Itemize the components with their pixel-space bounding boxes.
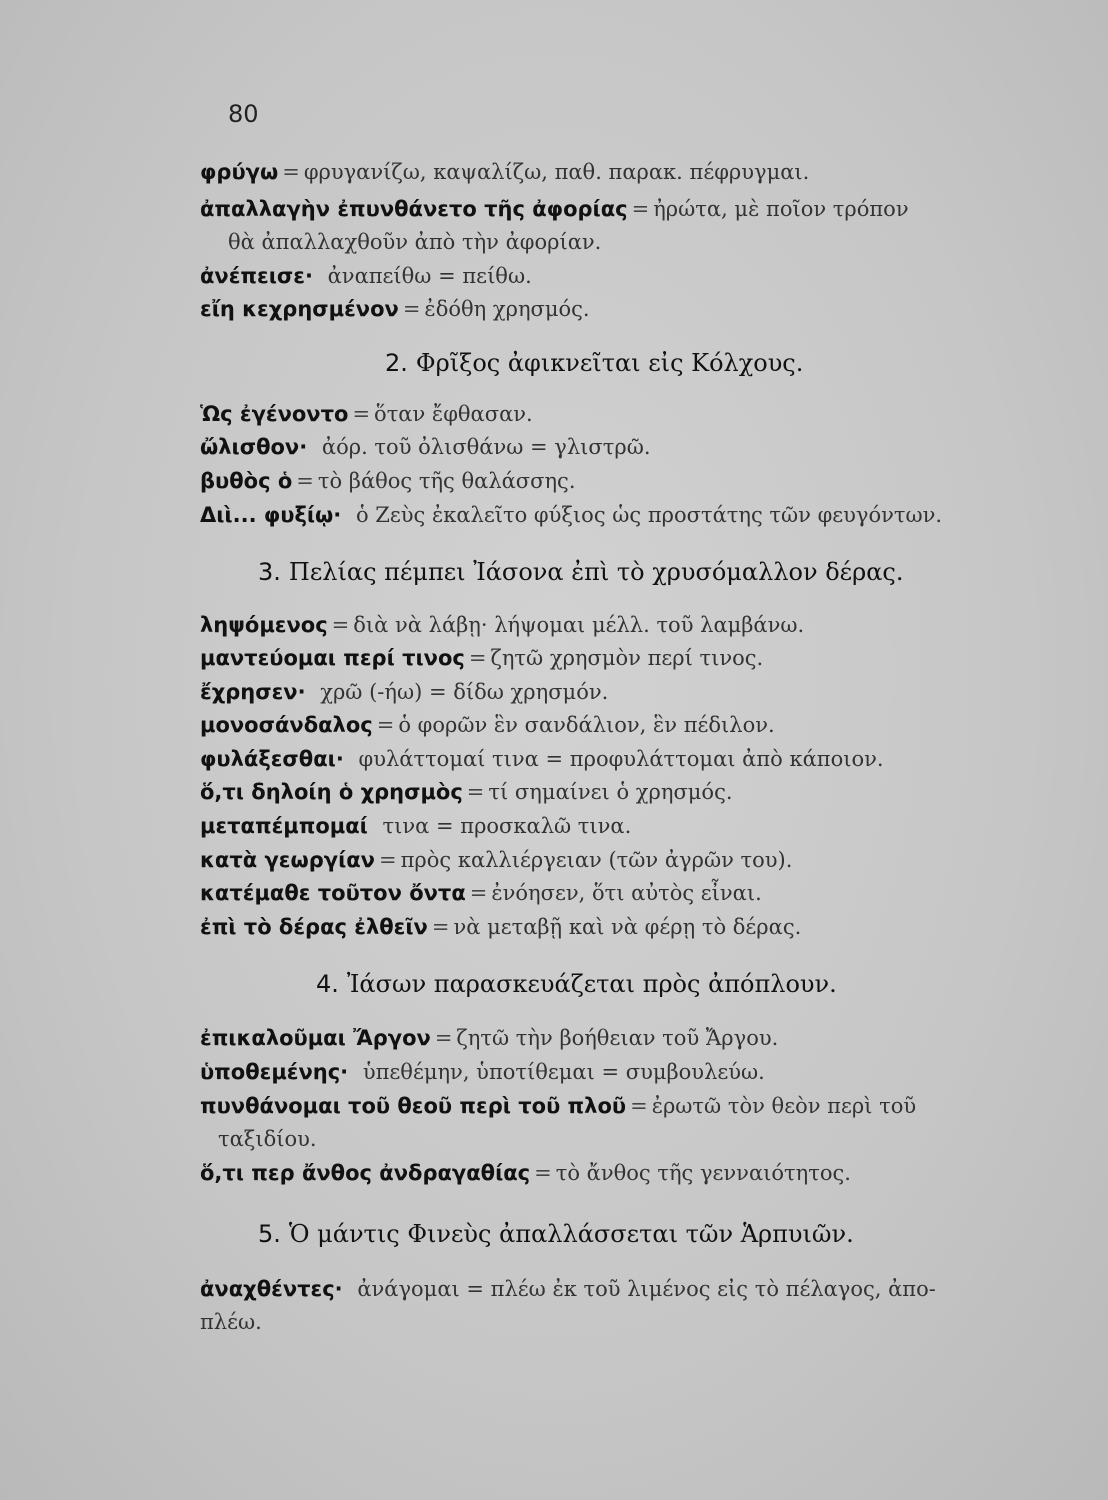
entry-term: εἴη κεχρησμένον <box>200 297 399 321</box>
entry-definition: ὁ φορῶν ἓν σανδάλιον, ἓν πέδιλον. <box>398 713 775 737</box>
glossary-entry <box>200 261 532 291</box>
glossary-entry <box>200 777 733 807</box>
glossary-entry <box>200 500 942 530</box>
entry-separator: = <box>282 160 300 184</box>
entry-separator: = <box>434 1026 453 1050</box>
entry-term: ὅ,τι δηλοίη ὁ χρησμὸς <box>200 780 463 804</box>
glossary-entry <box>200 399 533 429</box>
entry-definition: ζητῶ χρησμὸν περί τινος. <box>490 646 764 670</box>
entry-separator: = <box>466 780 485 804</box>
entry-definition: ἐρωτῶ τὸν θεὸν περὶ τοῦ <box>651 1094 917 1118</box>
entry-separator: = <box>468 646 487 670</box>
entry-term: ληψόμενος <box>200 613 328 637</box>
entry-term: φρύγω <box>200 160 279 184</box>
entry-term: ἀνέπεισε· <box>200 264 313 288</box>
entry-term: ὅ,τι περ ἄνθος ἀνδραγαθίας <box>200 1161 531 1185</box>
entry-term: ἀναχθέντες· <box>200 1277 343 1301</box>
entry-term: κατὰ γεωργίαν <box>200 848 375 872</box>
section-title: Ἰάσων παρασκευάζεται πρὸς ἀπόπλουν. <box>346 970 837 998</box>
section-number: 3. <box>258 558 281 586</box>
glossary-entry <box>200 1158 851 1188</box>
entry-definition: τὸ ἄνθος τῆς γενναιότητος. <box>555 1161 851 1185</box>
entry-term: ἐπικαλοῦμαι Ἄργον <box>200 1026 431 1050</box>
entry-term: ὑποθεμένης· <box>200 1060 349 1084</box>
glossary-entry <box>200 1091 916 1121</box>
entry-term: ἐπὶ τὸ δέρας ἐλθεῖν <box>200 915 428 939</box>
entry-definition: νὰ μεταβῇ καὶ νὰ φέρῃ τὸ δέρας. <box>453 915 802 939</box>
glossary-entry <box>200 610 804 640</box>
glossary-entry <box>200 878 762 908</box>
entry-term: ὤλισθον· <box>200 435 308 459</box>
glossary-entry <box>200 432 651 462</box>
glossary-entry <box>200 710 775 740</box>
entry-definition: φρυγανίζω, καψαλίζω, παθ. παρακ. πέφρυγμαι. <box>303 160 810 184</box>
glossary-entry <box>200 912 801 942</box>
entry-definition: ταξιδίου. <box>218 1127 317 1151</box>
entry-definition: ὅταν ἔφθασαν. <box>374 402 533 426</box>
entry-term: μαντεύομαι περί τινος <box>200 646 465 670</box>
entry-term: ἔχρησεν· <box>200 680 306 704</box>
glossary-entry <box>200 294 590 324</box>
entry-separator: = <box>534 1161 552 1185</box>
section-number: 5. <box>258 1220 281 1248</box>
entry-term: κατέμαθε τοῦτον ὄντα <box>200 881 466 905</box>
glossary-entry <box>200 643 763 673</box>
entry-separator: = <box>352 402 371 426</box>
section-number: 4. <box>316 970 339 998</box>
glossary-entry-continuation <box>228 227 601 257</box>
entry-term: Ὡς ἐγένοντο <box>200 402 349 426</box>
glossary-entry <box>200 1023 778 1053</box>
entry-term: μεταπέμπομαί <box>200 814 368 838</box>
entry-definition: τὸ βάθος τῆς θαλάσσης. <box>317 469 576 493</box>
entry-definition: φυλάττομαί τινα = προφυλάττομαι ἀπὸ κάποιον. <box>358 747 884 771</box>
entry-definition: ὑπεθέμην, ὑποτίθεμαι = συμβουλεύω. <box>362 1060 765 1084</box>
section-number: 2. <box>385 349 408 377</box>
glossary-entry <box>200 1274 936 1304</box>
glossary-entry-continuation <box>218 1124 317 1154</box>
entry-definition: ἀόρ. τοῦ ὀλισθάνω = γλιστρῶ. <box>321 435 651 459</box>
section-title: Ὁ μάντις Φινεὺς ἀπαλλάσσεται τῶν Ἁρπυιῶν. <box>288 1220 854 1248</box>
entry-definition: ζητῶ τὴν βοήθειαν τοῦ Ἄργου. <box>456 1026 779 1050</box>
entry-separator: = <box>376 713 395 737</box>
entry-term: πυνθάνομαι τοῦ θεοῦ περὶ τοῦ πλοῦ <box>200 1094 627 1118</box>
entry-definition: ἠρώτα, μὲ ποῖον τρόπον <box>653 197 909 221</box>
entry-definition: πρὸς καλλιέργειαν (τῶν ἀγρῶν του). <box>400 848 793 872</box>
section-title: Πελίας πέμπει Ἰάσονα ἐπὶ τὸ χρυσόμαλλον δέρας. <box>288 558 904 586</box>
entry-separator: = <box>296 469 314 493</box>
section-heading <box>316 968 837 1000</box>
section-heading <box>385 347 803 379</box>
glossary-entry <box>200 466 576 496</box>
glossary-entry <box>200 1057 765 1087</box>
entry-definition: θὰ ἀπαλλαχθοῦν ἀπὸ τὴν ἀφορίαν. <box>228 230 602 254</box>
entry-separator: = <box>469 881 488 905</box>
entry-definition: ἐδόθη χρησμός. <box>424 297 590 321</box>
entry-definition: χρῶ (-ήω) = δίδω χρησμόν. <box>320 680 609 704</box>
entry-term: φυλάξεσθαι· <box>200 747 344 771</box>
entry-separator: = <box>631 197 650 221</box>
section-heading <box>258 1218 854 1250</box>
entry-term: ἀπαλλαγὴν ἐπυνθάνετο τῆς ἀφορίας <box>200 197 628 221</box>
glossary-entry <box>200 194 909 224</box>
glossary-entry <box>200 845 792 875</box>
glossary-entry <box>200 744 884 774</box>
page-number: 80 <box>228 100 259 128</box>
section-heading <box>258 556 903 588</box>
entry-term: Διὶ... φυξίῳ· <box>200 503 342 527</box>
entry-term: βυθὸς ὁ <box>200 469 293 493</box>
entry-definition: ἀνάγομαι = πλέω ἐκ τοῦ λιμένος εἰς τὸ πέλαγος, ἀπο- <box>357 1277 936 1301</box>
entry-separator: = <box>378 848 397 872</box>
entry-definition: ἐνόησεν, ὅτι αὐτὸς εἶναι. <box>491 881 762 905</box>
entry-separator: = <box>630 1094 648 1118</box>
glossary-entry <box>200 811 631 841</box>
entry-separator: = <box>431 915 450 939</box>
entry-separator: = <box>402 297 421 321</box>
entry-definition: ὁ Ζεὺς ἐκαλεῖτο φύξιος ὡς προστάτης τῶν φευγόντων. <box>355 503 943 527</box>
entry-definition: ἀναπείθω = πείθω. <box>327 264 532 288</box>
glossary-entry <box>200 677 608 707</box>
entry-definition: τινα = προσκαλῶ τινα. <box>382 814 632 838</box>
glossary-entry-continuation <box>200 1307 262 1337</box>
entry-definition: πλέω. <box>200 1310 262 1334</box>
entry-definition: διὰ νὰ λάβῃ· λήψομαι μέλλ. τοῦ λαμβάνω. <box>353 613 805 637</box>
section-title: Φρῖξος ἀφικνεῖται εἰς Κόλχους. <box>415 349 804 377</box>
entry-separator: = <box>331 613 350 637</box>
glossary-entry <box>200 157 809 187</box>
entry-definition: τί σημαίνει ὁ χρησμός. <box>488 780 733 804</box>
entry-term: μονοσάνδαλος <box>200 713 373 737</box>
